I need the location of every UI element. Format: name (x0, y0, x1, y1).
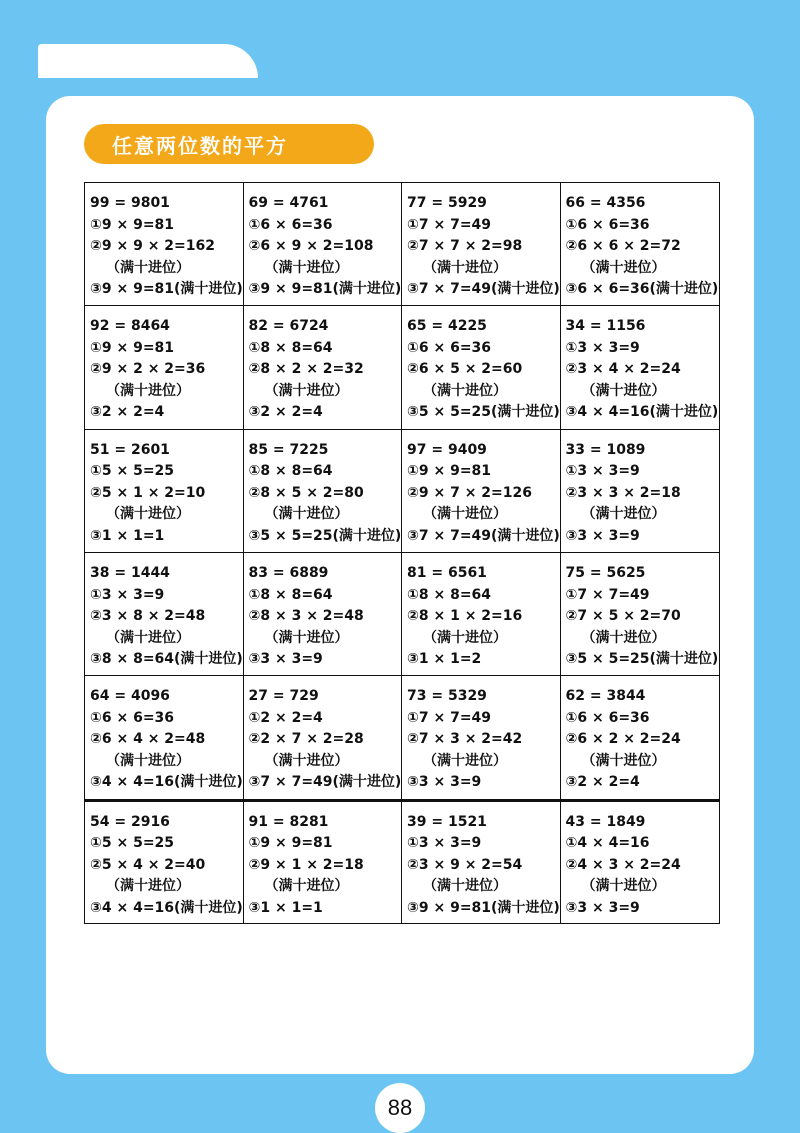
cell-step-2: ②6 × 2 × 2=24 (565, 731, 681, 748)
cell-result: 65 = 4225 (407, 318, 487, 335)
cell-step-3: ③2 × 2=4 (90, 404, 165, 421)
cell-step-2-note: （满十进位） (423, 259, 507, 276)
cell-step-1: ①8 × 8=64 (248, 463, 333, 480)
cell-result: 99 = 9801 (90, 195, 170, 211)
cell-step-2-note: （满十进位） (106, 259, 190, 276)
cell-result: 62 = 3844 (565, 688, 646, 705)
cell-result: 54 = 2916 (90, 813, 170, 830)
table-cell (402, 553, 561, 676)
cell-step-2: ②4 × 3 × 2=24 (565, 856, 681, 873)
cell-step-2: ②7 × 3 × 2=42 (407, 731, 523, 748)
cell-step-3: ③9 × 9=81(满十进位) (90, 281, 243, 297)
table-cell (561, 800, 720, 923)
cell-step-1: ①3 × 3=9 (90, 586, 165, 603)
cell-step-3: ③1 × 1=2 (407, 651, 482, 667)
table-cell (85, 553, 244, 676)
cell-step-2-note: （满十进位） (423, 752, 507, 769)
cell-step-3: ③4 × 4=16(满十进位) (565, 404, 719, 421)
table-cell (244, 430, 403, 553)
cell-step-2: ②8 × 5 × 2=80 (248, 484, 364, 501)
cell-step-3: ③3 × 3=9 (565, 527, 640, 544)
cell-step-2-note: （满十进位） (581, 629, 666, 646)
cell-step-2: ②7 × 5 × 2=70 (565, 608, 681, 624)
cell-step-2-note: （满十进位） (264, 752, 349, 769)
page-number: 88 (375, 1083, 425, 1133)
cell-step-3: ③4 × 4=16(满十进位) (90, 774, 243, 791)
table-cell (402, 306, 561, 429)
cell-step-2: ②6 × 5 × 2=60 (407, 361, 523, 378)
cell-step-2-note: （满十进位） (106, 878, 190, 895)
cell-result: 43 = 1849 (565, 813, 646, 830)
cell-step-2-note: （满十进位） (106, 752, 190, 769)
table-cell (244, 676, 403, 799)
page-title: 任意两位数的平方 (84, 124, 374, 164)
cell-step-2-note: （满十进位） (264, 506, 349, 523)
cell-result: 92 = 8464 (90, 318, 170, 335)
cell-step-2: ②3 × 9 × 2=54 (407, 856, 523, 873)
cell-step-1: ①8 × 8=64 (248, 586, 333, 603)
cell-step-2-note: （满十进位） (581, 259, 666, 276)
table-cell (85, 800, 244, 923)
cell-step-2: ②9 × 7 × 2=126 (407, 484, 532, 501)
table-cell (85, 430, 244, 553)
cell-step-1: ①6 × 6=36 (90, 709, 175, 726)
cell-step-2-note: （满十进位） (106, 629, 190, 646)
cell-step-2-note: （满十进位） (264, 382, 349, 399)
cell-step-2-note: （满十进位） (581, 878, 666, 895)
table-cell (561, 553, 720, 676)
cell-step-2-note: （满十进位） (264, 629, 349, 646)
cell-step-1: ①7 × 7=49 (407, 216, 492, 233)
cell-result: 39 = 1521 (407, 813, 487, 830)
cell-step-3: ③9 × 9=81(满十进位) (407, 899, 560, 916)
cell-step-1: ①9 × 9=81 (90, 339, 175, 356)
cell-result: 69 = 4761 (248, 195, 329, 211)
cell-step-2: ②6 × 9 × 2=108 (248, 238, 374, 254)
cell-step-3: ③5 × 5=25(满十进位) (565, 651, 719, 667)
cell-step-1: ①5 × 5=25 (90, 835, 175, 852)
cell-step-2-note: （满十进位） (581, 752, 666, 769)
cell-step-1: ①6 × 6=36 (248, 216, 333, 233)
cell-step-2: ②3 × 3 × 2=18 (565, 484, 681, 501)
cell-result: 73 = 5329 (407, 688, 487, 705)
cell-step-3: ③5 × 5=25(满十进位) (248, 527, 402, 544)
cell-step-1: ①6 × 6=36 (407, 339, 492, 356)
table-cell (561, 183, 720, 306)
cell-step-3: ③3 × 3=9 (248, 651, 323, 667)
cell-step-2: ②9 × 2 × 2=36 (90, 361, 206, 378)
cell-step-3: ③2 × 2=4 (565, 774, 640, 791)
cell-step-1: ①3 × 3=9 (565, 463, 640, 480)
cell-step-1: ①4 × 4=16 (565, 835, 650, 852)
cell-result: 81 = 6561 (407, 565, 487, 581)
cell-step-1: ①2 × 2=4 (248, 709, 323, 726)
table-cell (85, 306, 244, 429)
cell-step-3: ③8 × 8=64(满十进位) (90, 651, 243, 667)
cell-step-1: ①8 × 8=64 (407, 586, 492, 603)
cell-step-2: ②5 × 1 × 2=10 (90, 484, 206, 501)
cell-step-2: ②8 × 1 × 2=16 (407, 608, 523, 624)
cell-step-3: ③2 × 2=4 (248, 404, 323, 421)
table-cell (244, 800, 403, 923)
cell-result: 51 = 2601 (90, 441, 170, 458)
cell-step-3: ③5 × 5=25(满十进位) (407, 404, 560, 421)
cell-step-3: ③3 × 3=9 (407, 774, 482, 791)
cell-result: 77 = 5929 (407, 195, 487, 211)
squares-table (84, 182, 720, 924)
cell-step-2-note: （满十进位） (581, 506, 666, 523)
cell-step-1: ①7 × 7=49 (565, 586, 650, 603)
cell-step-3: ③3 × 3=9 (565, 899, 640, 916)
cell-result: 75 = 5625 (565, 565, 646, 581)
cell-step-2: ②8 × 2 × 2=32 (248, 361, 364, 378)
cell-result: 82 = 6724 (248, 318, 329, 335)
table-cell (402, 676, 561, 799)
table-cell (561, 306, 720, 429)
cell-step-2-note: （满十进位） (423, 878, 507, 895)
cell-step-2: ②8 × 3 × 2=48 (248, 608, 364, 624)
cell-step-1: ①6 × 6=36 (565, 216, 650, 233)
cell-result: 66 = 4356 (565, 195, 646, 211)
cell-step-3: ③7 × 7=49(满十进位) (407, 527, 560, 544)
cell-step-2-note: （满十进位） (581, 382, 666, 399)
cell-step-3: ③6 × 6=36(满十进位) (565, 281, 719, 297)
cell-step-2-note: （满十进位） (264, 259, 349, 276)
cell-step-3: ③9 × 9=81(满十进位) (248, 281, 402, 297)
cell-step-3: ③1 × 1=1 (248, 899, 323, 916)
cell-step-2: ②6 × 6 × 2=72 (565, 238, 681, 254)
cell-step-2: ②2 × 7 × 2=28 (248, 731, 364, 748)
table-cell (85, 183, 244, 306)
cell-step-1: ①3 × 3=9 (407, 835, 482, 852)
cell-step-1: ①6 × 6=36 (565, 709, 650, 726)
cell-step-2: ②9 × 9 × 2=162 (90, 238, 215, 254)
table-cell (85, 676, 244, 799)
cell-step-3: ③1 × 1=1 (90, 527, 165, 544)
cell-step-1: ①9 × 9=81 (407, 463, 492, 480)
cell-step-2: ②7 × 7 × 2=98 (407, 238, 523, 254)
cell-step-1: ①7 × 7=49 (407, 709, 492, 726)
cell-step-3: ③4 × 4=16(满十进位) (90, 899, 243, 916)
cell-result: 91 = 8281 (248, 813, 329, 830)
cell-step-2-note: （满十进位） (423, 382, 507, 399)
table-cell (244, 183, 403, 306)
cell-result: 85 = 7225 (248, 441, 329, 458)
cell-step-1: ①5 × 5=25 (90, 463, 175, 480)
cell-result: 64 = 4096 (90, 688, 170, 705)
cell-step-1: ①8 × 8=64 (248, 339, 333, 356)
cell-step-1: ①9 × 9=81 (248, 835, 333, 852)
cell-step-2: ②5 × 4 × 2=40 (90, 856, 206, 873)
cell-step-2-note: （满十进位） (106, 382, 190, 399)
cell-step-1: ①3 × 3=9 (565, 339, 640, 356)
cell-step-2: ②3 × 8 × 2=48 (90, 608, 206, 624)
cell-step-2: ②3 × 4 × 2=24 (565, 361, 681, 378)
table-cell (244, 306, 403, 429)
cell-step-2-note: （满十进位） (264, 878, 349, 895)
table-cell (402, 430, 561, 553)
cell-step-2: ②6 × 4 × 2=48 (90, 731, 206, 748)
cell-result: 34 = 1156 (565, 318, 646, 335)
cell-step-2-note: （满十进位） (423, 629, 507, 646)
top-tab-decoration (38, 44, 258, 78)
cell-result: 27 = 729 (248, 688, 319, 705)
table-cell (561, 676, 720, 799)
cell-step-2-note: （满十进位） (423, 506, 507, 523)
table-cell (402, 183, 561, 306)
table-cell (244, 553, 403, 676)
cell-step-2: ②9 × 1 × 2=18 (248, 856, 364, 873)
cell-step-3: ③7 × 7=49(满十进位) (248, 774, 402, 791)
table-cell (561, 430, 720, 553)
cell-step-3: ③7 × 7=49(满十进位) (407, 281, 560, 297)
cell-result: 38 = 1444 (90, 565, 170, 581)
table-cell (402, 800, 561, 923)
cell-result: 33 = 1089 (565, 441, 646, 458)
cell-step-1: ①9 × 9=81 (90, 216, 175, 233)
cell-result: 97 = 9409 (407, 441, 487, 458)
cell-step-2-note: （满十进位） (106, 506, 190, 523)
cell-result: 83 = 6889 (248, 565, 329, 581)
